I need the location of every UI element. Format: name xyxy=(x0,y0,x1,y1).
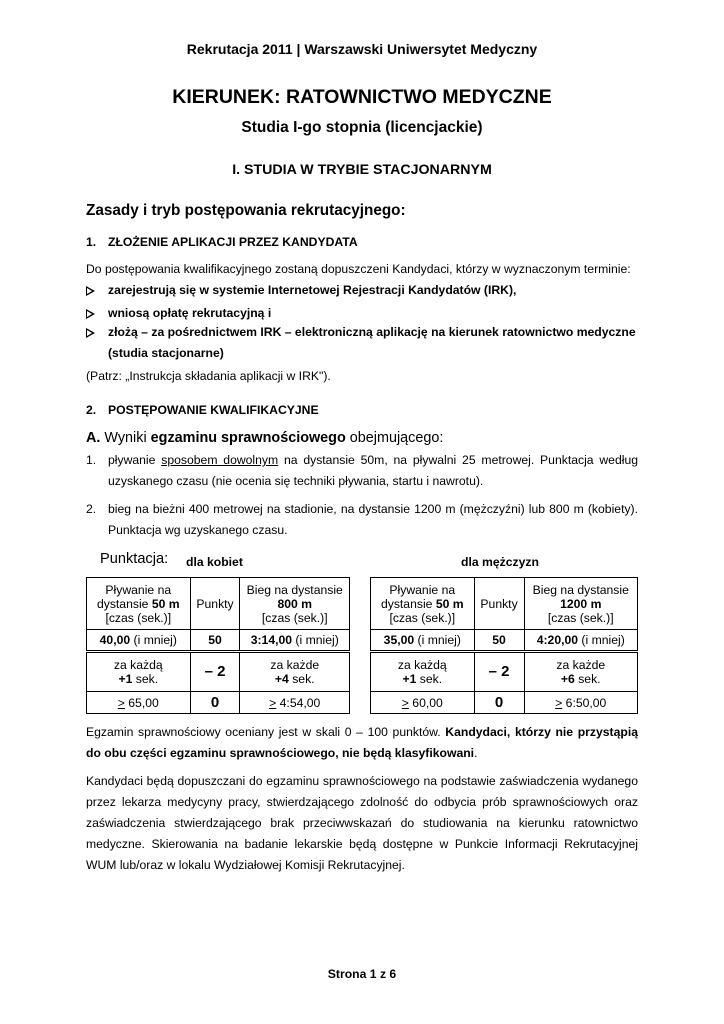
paragraph-text: medyczne. Skierowania na badanie lekarskie będą dostępne w Punkcie Informacji Rekrutacyjnej xyxy=(86,837,638,851)
table-cell: 0 xyxy=(474,692,524,714)
header-cell-swim xyxy=(87,578,191,630)
list-item-number: 1. xyxy=(86,453,97,467)
header-swim-line: [czas (sek.)] xyxy=(389,610,456,625)
table-cell xyxy=(87,692,191,714)
table-row xyxy=(371,630,638,652)
cell-text: za każdą xyxy=(397,658,447,672)
men-score-table xyxy=(370,577,638,714)
header-cell-swim xyxy=(371,578,475,630)
exam-intro-label: A. xyxy=(86,430,101,446)
cell-text: (i mniej) xyxy=(130,633,177,647)
bullet-item: zarejestrują się w systemie Internetowej Rejestracji Kandydatów (IRK), xyxy=(108,283,517,297)
paragraph-bold-text: do obu części egzaminu sprawnościowego, nie będą klasyfikowani xyxy=(86,746,475,760)
list-item-1-line-1 xyxy=(108,453,638,467)
bullet-arrow-icon xyxy=(86,286,95,296)
cell-line xyxy=(373,672,472,686)
header-cell-run xyxy=(240,578,350,630)
bullet-item: złożą – za pośrednictwem IRK – elektroniczną aplikację na kierunek ratownictwo medyczne xyxy=(108,325,636,339)
bullet-item: wniosą opłatę rekrutacyjną i xyxy=(108,306,272,320)
section-1-intro: Do postępowania kwalifikacyjnego zostaną dopuszczeni Kandydaci, którzy w wyznaczonym terminie: xyxy=(86,262,631,276)
header-cell-points: Punkty xyxy=(190,578,240,630)
cell-line xyxy=(242,672,347,686)
header-swim-line xyxy=(89,597,188,611)
section-2-heading: POSTĘPOWANIE KWALIFIKACYJNE xyxy=(108,403,319,417)
table-cell xyxy=(240,692,350,714)
cell-bold-value: +1 xyxy=(402,672,417,686)
header-swim-distance: 50 m xyxy=(151,596,180,611)
header-run-line: [czas (sek.)] xyxy=(547,610,614,625)
cell-bold-value: 3:14,00 xyxy=(250,633,293,647)
table-cell xyxy=(87,652,191,692)
cell-text: 4:54,00 xyxy=(276,695,321,710)
cell-text: za każde xyxy=(556,658,606,672)
table-cell xyxy=(524,630,638,652)
table-cell xyxy=(240,630,350,652)
bullet-arrow-icon xyxy=(86,309,95,319)
cell-text: 60,00 xyxy=(408,695,443,710)
ge-symbol: > xyxy=(269,695,277,710)
cell-text: za każde xyxy=(270,658,320,672)
ge-symbol: > xyxy=(401,695,409,710)
table-cell: 50 xyxy=(190,630,240,652)
document-subtitle: Studia I-go stopnia (licencjackie) xyxy=(241,119,483,136)
section-1-note: (Patrz: „Instrukcja składania aplikacji w IRK"). xyxy=(86,369,331,383)
page-header: Rekrutacja 2011 | Warszawski Uniwersytet Medyczny xyxy=(186,41,538,57)
paragraph-text: przez lekarza medycyny pracy, stwierdzającego zdolność do odbycia prób sprawnościowych oraz xyxy=(86,795,638,809)
cell-text: 65,00 xyxy=(124,695,159,710)
cell-line xyxy=(89,672,188,686)
table-cell: – 2 xyxy=(474,652,524,692)
cell-bold-value: 35,00 xyxy=(383,633,415,647)
page-footer: Strona 1 z 6 xyxy=(327,967,397,981)
exam-intro-bold: egzaminu sprawnościowego xyxy=(150,430,346,446)
paragraph-1-line-1 xyxy=(86,725,638,739)
paragraph-text: . xyxy=(474,746,478,760)
list-item-2-line-1 xyxy=(108,502,638,516)
item2-line1-text: bieg na bieżni 400 metrowej na stadionie, na dystansie 1200 m (mężczyźni) lub 800 m (kobiety). xyxy=(108,502,638,516)
header-swim-distance: 50 m xyxy=(435,596,464,611)
table-header-row xyxy=(371,578,638,630)
cell-bold-value: +1 xyxy=(118,672,133,686)
ge-symbol: > xyxy=(117,695,125,710)
cell-text: 6:50,00 xyxy=(562,695,607,710)
section-1-number: 1. xyxy=(86,235,97,249)
cell-bold-value: +4 xyxy=(274,672,289,686)
exam-intro-post: obejmującego: xyxy=(349,430,444,446)
cell-text: sek. xyxy=(574,672,601,686)
cell-bold-value: 4:20,00 xyxy=(536,633,579,647)
table-cell xyxy=(524,692,638,714)
table-row xyxy=(87,652,350,692)
cell-line xyxy=(527,672,636,686)
paragraph-2-line xyxy=(86,837,638,851)
table-cell: 0 xyxy=(190,692,240,714)
cell-text: za każdą xyxy=(113,658,163,672)
paragraph-2-line xyxy=(86,795,638,809)
table-cell xyxy=(371,652,475,692)
bullet-arrow-icon xyxy=(86,328,95,338)
table-cell xyxy=(240,652,350,692)
cell-text: sek. xyxy=(288,672,315,686)
cell-text: (i mniej) xyxy=(292,633,339,647)
section-1-heading: ZŁOŻENIE APLIKACJI PRZEZ KANDYDATA xyxy=(108,235,358,249)
list-item-2-line-2: Punktacja wg uzyskanego czasu. xyxy=(108,523,288,537)
table-cell xyxy=(87,630,191,652)
section-title: I. STUDIA W TRYBIE STACJONARNYM xyxy=(232,162,492,178)
table-cell xyxy=(371,692,475,714)
item1-post: na dystansie 50m, na pływalni 25 metrowej. Punktacja według xyxy=(283,453,638,467)
header-run-distance: 1200 m xyxy=(560,596,602,611)
exam-intro-pre: Wyniki xyxy=(104,430,147,446)
table-row xyxy=(87,692,350,714)
ge-symbol: > xyxy=(555,695,563,710)
header-cell-run xyxy=(524,578,638,630)
bullet-item-continuation: (studia stacjonarne) xyxy=(108,346,224,360)
paragraph-bold-text: Kandydaci, którzy nie przystąpią xyxy=(445,725,638,739)
header-run-distance: 800 m xyxy=(277,596,313,611)
item1-pre: pływanie xyxy=(108,453,156,467)
header-swim-line: [czas (sek.)] xyxy=(105,610,172,625)
header-swim-line xyxy=(373,597,472,611)
women-label: dla kobiet xyxy=(186,555,243,569)
section-2-number: 2. xyxy=(86,403,97,417)
women-score-table xyxy=(86,577,350,714)
list-item-1-line-2: uzyskanego czasu (nie ocenia się techniki pływania, startu i nawrotu). xyxy=(108,474,484,488)
table-cell xyxy=(524,652,638,692)
header-run-line: [czas (sek.)] xyxy=(261,610,328,625)
paragraph-2-line xyxy=(86,774,638,788)
cell-text: sek. xyxy=(132,672,159,686)
paragraph-2-line: WUM lub/oraz w lokalu Wydziałowej Komisji Rekrutacyjnej. xyxy=(86,858,405,872)
paragraph-text: Egzamin sprawnościowy oceniany jest w skali 0 – 100 punktów. xyxy=(86,725,441,739)
table-row xyxy=(371,692,638,714)
header-swim-line: Pływanie na xyxy=(389,582,456,597)
rules-heading: Zasady i tryb postępowania rekrutacyjnego: xyxy=(86,202,406,219)
header-run-line: Bieg na dystansie xyxy=(532,582,629,597)
cell-text: (i mniej) xyxy=(578,633,625,647)
header-cell-points: Punkty xyxy=(474,578,524,630)
item1-underlined: sposobem dowolnym xyxy=(161,453,279,467)
table-header-row xyxy=(87,578,350,630)
header-swim-text: dystansie xyxy=(380,596,436,611)
cell-bold-value: +6 xyxy=(560,672,575,686)
men-label: dla mężczyzn xyxy=(461,555,539,569)
paragraph-text: zaświadczenia stwierdzającego brak przeciwwskazań do studiowania na kierunku ratownictwo xyxy=(86,816,638,830)
table-cell xyxy=(371,630,475,652)
table-row xyxy=(87,630,350,652)
list-item-number: 2. xyxy=(86,502,97,516)
cell-text: sek. xyxy=(416,672,443,686)
exam-intro xyxy=(86,430,443,446)
cell-bold-value: 40,00 xyxy=(99,633,131,647)
paragraph-text: Kandydaci będą dopuszczani do egzaminu sprawnościowego na podstawie zaświadczenia wydanego xyxy=(86,774,638,788)
paragraph-2-line xyxy=(86,816,638,830)
header-swim-text: dystansie xyxy=(96,596,152,611)
cell-text: (i mniej) xyxy=(414,633,461,647)
header-run-line: Bieg na dystansie xyxy=(246,582,343,597)
header-swim-line: Pływanie na xyxy=(105,582,172,597)
table-cell: 50 xyxy=(474,630,524,652)
scoring-label: Punktacja: xyxy=(100,551,169,567)
document-title: KIERUNEK: RATOWNICTWO MEDYCZNE xyxy=(172,86,552,108)
table-cell: – 2 xyxy=(190,652,240,692)
paragraph-1-line-2 xyxy=(86,746,477,760)
table-row xyxy=(371,652,638,692)
